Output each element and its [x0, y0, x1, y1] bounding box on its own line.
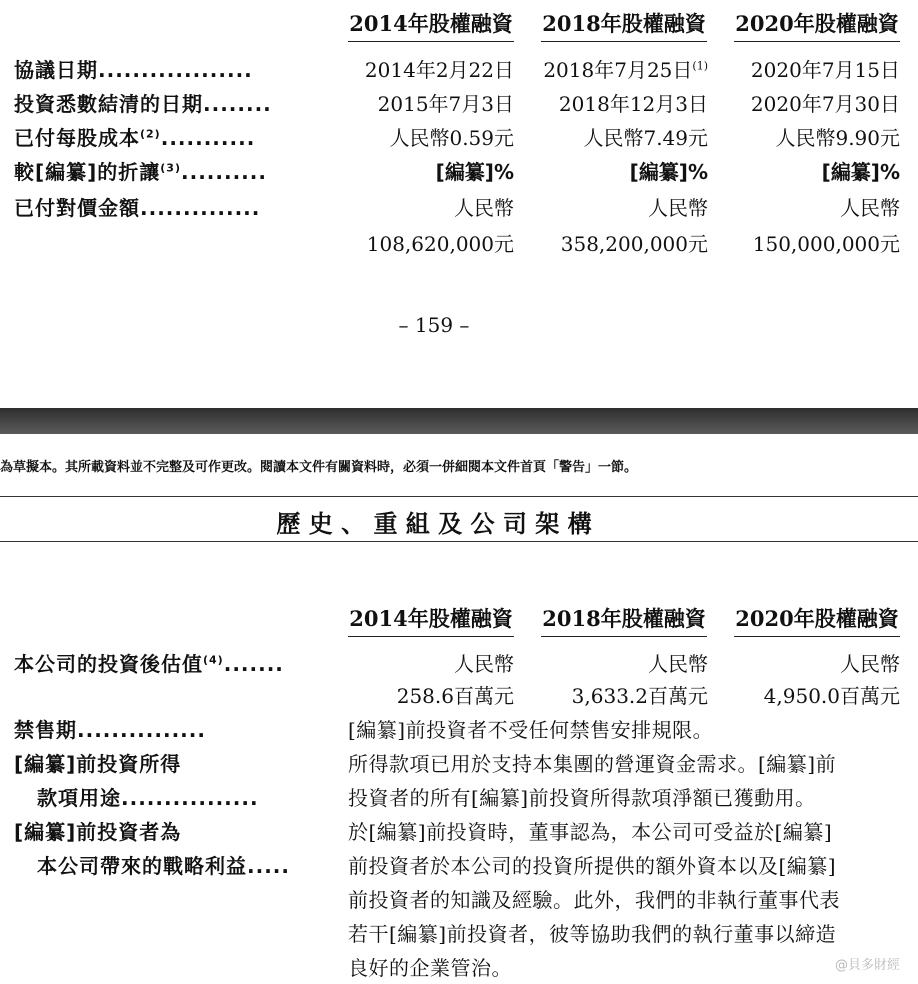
value-2014-consideration-amount: 108,620,000元 [366, 232, 514, 256]
value-2020-consideration-amount: 150,000,000元 [752, 232, 900, 256]
value-2014-agreement-date: 2014年2月22日 [364, 58, 514, 82]
benefits-line-1: 於[編纂]前投資時，董事認為，本公司可受益於[編纂] [348, 820, 833, 844]
row-label-consideration: 已付對價金額.............. [14, 196, 261, 220]
value-2014-settlement-date: 2015年7月3日 [377, 92, 514, 116]
watermark: @貝多財經 [834, 958, 900, 973]
benefits-line-3: 前投資者的知識及經驗。此外，我們的非執行董事代表 [348, 888, 840, 912]
value-2020-settlement-date: 2020年7月30日 [750, 92, 900, 116]
benefits-line-2: 前投資者於本公司的投資所提供的額外資本以及[編纂] [348, 854, 837, 878]
row-label-strategic-benefits-line2: 本公司帶來的戰略利益..... [37, 854, 290, 878]
value-2018-cost-per-share: 人民幣7.49元 [583, 126, 708, 150]
draft-banner: 為草擬本。其所載資料並不完整及可作更改。閱讀本文件有關資料時，必須一併細閱本文件首頁「警告」一節。 [0, 460, 638, 475]
benefits-line-5: 良好的企業管治。 [348, 956, 512, 980]
page1-header-2020: 2020年股權融資 [734, 8, 900, 42]
value-2020-agreement-date: 2020年7月15日 [750, 58, 900, 82]
banner-rule [0, 496, 918, 497]
row-label-cost-per-share: 已付每股成本$^{(2)}$........... [14, 126, 256, 150]
value-2018-consideration-currency: 人民幣 [648, 196, 708, 220]
value-2020-discount: [編纂]% [821, 160, 900, 184]
valuation-2018-currency: 人民幣 [648, 652, 708, 676]
row-label-post-money-valuation: 本公司的投資後估值$^{(4)}$....... [14, 652, 284, 676]
valuation-2018-amount: 3,633.2百萬元 [571, 684, 708, 708]
valuation-2014-currency: 人民幣 [454, 652, 514, 676]
page2-header-2014: 2014年股權融資 [348, 603, 514, 637]
valuation-2020-currency: 人民幣 [840, 652, 900, 676]
page2-header-2020: 2020年股權融資 [734, 603, 900, 637]
value-2014-cost-per-share: 人民幣0.59元 [389, 126, 514, 150]
value-2020-cost-per-share: 人民幣9.90元 [775, 126, 900, 150]
row-label-discount: 較[編纂]的折讓$^{(3)}$.......... [14, 160, 267, 184]
value-2018-agreement-date: 2018年7月25日$^{(1)}$ [543, 58, 708, 82]
row-label-strategic-benefits: [編纂]前投資者為 [14, 820, 182, 844]
value-2020-consideration-currency: 人民幣 [840, 196, 900, 220]
benefits-line-4: 若干[編纂]前投資者，彼等協助我們的執行董事以締造 [348, 922, 837, 946]
value-2018-consideration-amount: 358,200,000元 [560, 232, 708, 256]
page1-header-2018: 2018年股權融資 [541, 8, 707, 42]
lockup-text: [編纂]前投資者不受任何禁售安排規限。 [348, 718, 714, 742]
row-label-settlement-date: 投資悉數結清的日期........ [14, 92, 272, 116]
row-label-lockup: 禁售期............... [14, 718, 206, 742]
value-2018-settlement-date: 2018年12月3日 [558, 92, 708, 116]
proceeds-line-2: 投資者的所有[編纂]前投資所得款項淨額已獲動用。 [348, 786, 816, 810]
value-2018-discount: [編纂]% [629, 160, 708, 184]
row-label-use-of-proceeds-line2: 款項用途................ [37, 786, 259, 810]
valuation-2014-amount: 258.6百萬元 [396, 684, 514, 708]
page1-header-2014: 2014年股權融資 [348, 8, 514, 42]
value-2014-discount: [編纂]% [435, 160, 514, 184]
valuation-2020-amount: 4,950.0百萬元 [763, 684, 900, 708]
row-label-use-of-proceeds: [編纂]前投資所得 [14, 752, 182, 776]
proceeds-line-1: 所得款項已用於支持本集團的營運資金需求。[編纂]前 [348, 752, 837, 776]
value-2014-consideration-currency: 人民幣 [454, 196, 514, 220]
row-label-agreement-date: 協議日期.................. [14, 58, 253, 82]
page-separator [0, 408, 918, 434]
section-title: 歷 史 、 重 組 及 公 司 架 構 [276, 510, 592, 538]
page-number: – 159 – [398, 313, 470, 337]
page2-header-2018: 2018年股權融資 [541, 603, 707, 637]
section-title-rule [0, 541, 918, 542]
